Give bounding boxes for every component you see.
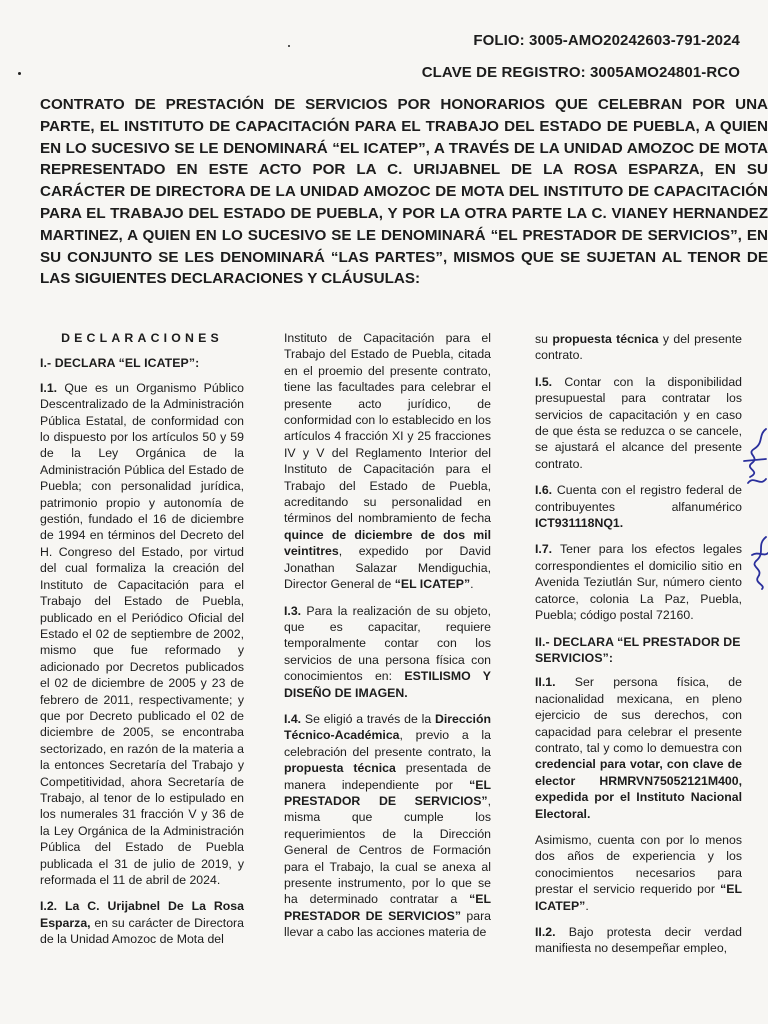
clause-text: Tener para los efectos legales correspondientes el domicilio sitio en Avenida Teziutlán Sur, número ciento catorce, colonia La Paz, Puebla, Puebla; código postal 72160.: [535, 542, 742, 623]
declarations-heading: DECLARACIONES: [61, 331, 223, 345]
clause-i7: [535, 541, 742, 623]
clause-text: Que es un Organismo Público Descentralizado de la Administración Pública Estatal, de conformidad con lo dispuesto por los artículos 50 y 59 de la Ley Orgánica de la Administración Pública del Estado de Puebla; con personalidad jurídica, patrimonio propio y autonomía de gestión, fundado el 16 de diciembre de 1994 en términos del Decreto del H. Congreso del Estado, por virtud del cual formaliza la creación del Instituto de Capacitación para el Trabajo del Estado de Puebla, publicado en el Periódico Oficial del Estado el 02 de septiembre de 2002, mismo que fue reformado y adicionado por Decretos publicados el 02 de diciembre de 2005 y 23 de febrero de 2011, respectivamente; y que por Decreto publicado el 02 de diciembre de 2005, se encontraba sectorizado, en razón de la materia a la entonces Secretaría del Trabajo y Competitividad, ahora Secretaría de Trabajo, al tenor de lo estipulado en los numerales 31 fracción V y 36 de la Ley Orgánica de la Administración Pública del Estado de Puebla publicada el 31 de julio de 2019, y reformada el 11 de abril de 2024.: [40, 380, 244, 887]
bold-term: propuesta técnica: [552, 332, 659, 346]
party-name: “EL PRESTADOR DE SERVICIOS”: [284, 892, 491, 923]
column-left: [40, 330, 244, 958]
clause-i1: [40, 380, 244, 889]
clause-ii2: [535, 924, 742, 957]
clause-text: Bajo protesta decir verdad manifiesta no desempeñar empleo,: [535, 925, 742, 956]
clause-text: para llevar a cabo las acciones materia de: [284, 908, 491, 940]
clause-text: Contar con la disponibilidad presupuestal para contratar los servicios de capacitación y en caso de que ésta se reduzca o se cancele, se ajustará el alcance del presente contrato.: [535, 374, 742, 471]
clause-number: I.4.: [284, 711, 302, 726]
clause-i4: [284, 711, 491, 941]
clause-text: su: [535, 332, 553, 346]
clause-text: Asimismo, cuenta con por lo menos dos años de experiencia y los conocimientos necesarios para prestar el servicio requerido por: [535, 832, 742, 897]
clause-ii1: [535, 674, 742, 822]
appointment-date: quince de diciembre de dos mil veintitres: [284, 527, 491, 559]
clause-i6: [535, 482, 742, 531]
clause-text: , previo a la celebración del presente contrato, la: [284, 728, 491, 759]
clause-number: I.6.: [535, 483, 553, 498]
clause-number: II.2.: [535, 925, 556, 939]
column-middle: [284, 330, 491, 951]
clause-text: Para la realización de su objeto, que es capacitar, requiere temporalmente contar con los servicios de una persona física con conocimientos en:: [284, 603, 491, 684]
clause-number: I.7.: [535, 542, 553, 557]
clause-text: Ser persona física, de nacionalidad mexicana, en pleno ejercicio de sus derechos, con capacidad para celebrar el presente contrato, tal y como lo demuestra con: [535, 675, 742, 755]
bold-term: Dirección Técnico-Académica: [284, 711, 491, 743]
clause-text: , expedido por David Jonathan Salazar Mendiguchia, Director General de: [284, 544, 491, 592]
party-name: “EL ICATEP”: [535, 882, 742, 913]
clause-i5: [535, 374, 742, 472]
scan-speck: [288, 45, 290, 47]
party-name: “EL PRESTADOR DE SERVICIOS”: [284, 777, 491, 808]
clause-text: y del presente contrato.: [535, 332, 742, 363]
clause-number: II.1.: [535, 675, 556, 690]
clause-number: I.5.: [535, 374, 553, 389]
clause-number: I.1.: [40, 380, 58, 395]
clause-ii1-experience: [535, 832, 742, 914]
rfc-code: ICT931118NQ1.: [535, 516, 624, 531]
clause-i2: [40, 898, 244, 947]
service-specialty: ESTILISMO Y DISEÑO DE IMAGEN.: [284, 669, 492, 700]
clause-number: I.2. La C. Urijabnel De La Rosa Esparza,: [40, 899, 244, 930]
clause-text: .: [585, 898, 589, 913]
section-heading-icatep: I.- DECLARA “EL ICATEP”:: [40, 356, 200, 371]
clause-i2-continued: [284, 330, 491, 593]
contract-title: CONTRATO DE PRESTACIÓN DE SERVICIOS POR HONORARIOS QUE CELEBRAN POR UNA PARTE, EL INSTITUTO DE CAPACITACIÓN PARA EL TRABAJO DEL ESTADO DE PUEBLA, A QUIEN EN LO SUCESIVO SE LE DENOMINARÁ “EL ICATEP”, A TRAVÉS DE LA UNIDAD AMOZOC DE MOTA REPRESENTADO EN ESTE ACTO POR LA C. URIJABNEL DE LA ROSA ESPARZA, EN SU CARÁCTER DE DIRECTORA DE LA UNIDAD AMOZOC DE MOTA DEL INSTITUTO DE CAPACITACIÓN PARA EL TRABAJO DEL ESTADO DE PUEBLA, Y POR LA OTRA PARTE LA C. VIANEY HERNANDEZ MARTINEZ, A QUIEN EN LO SUCESIVO SE LE DENOMINARÁ “EL PRESTADOR DE SERVICIOS”, EN SU CONJUNTO SE LES DENOMINARÁ “LAS PARTES”, MISMOS QUE SE SUJETAN AL TENOR DE LAS SIGUIENTES DECLARACIONES Y CLÁUSULAS:: [40, 96, 768, 288]
folio-number: FOLIO: 3005-AMO20242603-791-2024: [473, 32, 740, 49]
party-name: “EL ICATEP”: [394, 577, 471, 592]
clause-i3: [284, 603, 491, 701]
clause-text: presentada de manera independiente por: [284, 761, 491, 792]
margin-signature-icon: [740, 425, 768, 495]
voter-credential: credencial para votar, con clave de elector HRMRVN75052121M400, expedida por el Instituto Nacional Electoral.: [535, 757, 742, 821]
clause-text: Cuenta con el registro federal de contribuyentes alfanumérico: [535, 483, 742, 514]
clause-text: Se eligió a través de la: [301, 711, 435, 726]
registration-key: CLAVE DE REGISTRO: 3005AMO24801-RCO: [421, 64, 740, 81]
margin-signature-icon: [748, 535, 768, 591]
clause-i4-continued: [535, 331, 742, 364]
clause-text: Instituto de Capacitación para el Trabajo del Estado de Puebla, citada en el proemio del presente contrato, tiene las facultades para celebrar el presente acto jurídico, de conformidad con lo establecido en los artículos 4 fracción XI y 25 fracciones IV y V del Reglamento Interior del Instituto de Capacitación para el Trabajo del Estado de Puebla, acreditando su personalidad en términos del nombramiento de fecha: [284, 331, 491, 526]
scan-speck: [18, 72, 21, 75]
column-right: [535, 331, 742, 967]
clause-number: I.3.: [284, 603, 302, 618]
clause-text: .: [470, 577, 474, 592]
section-heading-provider: II.- DECLARA “EL PRESTADOR DE SERVICIOS”:: [535, 634, 741, 665]
clause-text: en su carácter de Directora de la Unidad Amozoc de Mota del: [40, 915, 244, 947]
clause-text: , misma que cumple los requerimientos de la Dirección General de Centros de Formación para el Trabajo, la cual se anexa al presente instrumento, por lo que se ha determinado contratar a: [284, 793, 491, 907]
bold-term: propuesta técnica: [284, 761, 396, 776]
